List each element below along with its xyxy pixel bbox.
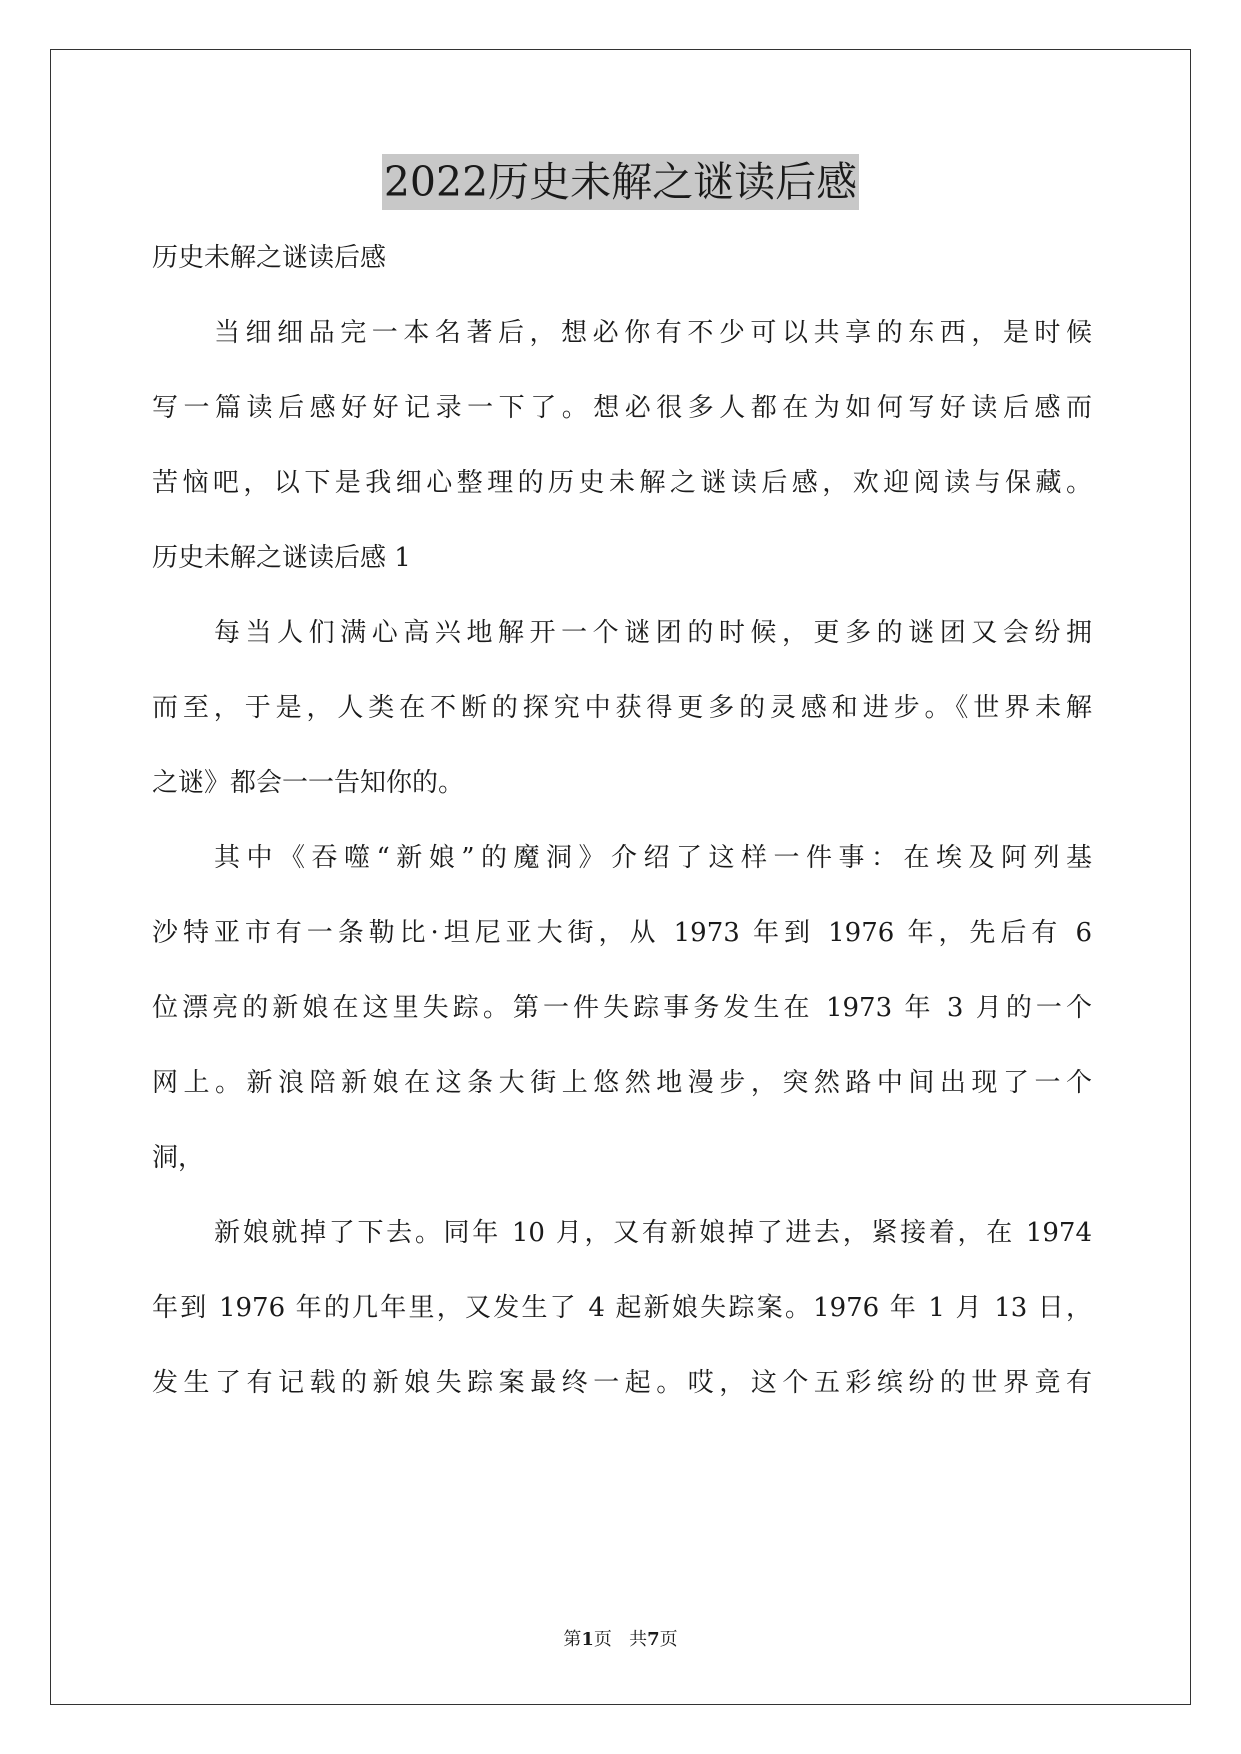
paragraph-line: 发生了有记载的新娘失踪案最终一起。哎，这个五彩缤纷的世界竟有 bbox=[152, 1368, 1092, 1398]
paragraph-line: 当细细品完一本名著后，想必你有不少可以共享的东西，是时候 bbox=[214, 318, 1092, 348]
paragraph-line: 苦恼吧，以下是我细心整理的历史未解之谜读后感，欢迎阅读与保藏。 bbox=[152, 468, 1092, 498]
paragraph-line: 写一篇读后感好好记录一下了。想必很多人都在为如何写好读后感而 bbox=[152, 393, 1092, 423]
paragraph-line: 之谜》都会一一告知你的。 bbox=[152, 768, 465, 798]
section-heading: 历史未解之谜读后感 1 bbox=[152, 543, 411, 573]
paragraph-line: 网上。新浪陪新娘在这条大街上悠然地漫步，突然路中间出现了一个 bbox=[152, 1068, 1092, 1098]
total-suffix: 页 bbox=[659, 1629, 678, 1650]
title-container bbox=[0, 154, 1241, 210]
paragraph-line: 每当人们满心高兴地解开一个谜团的时候，更多的谜团又会纷拥 bbox=[214, 618, 1092, 648]
page-current: 1 bbox=[581, 1629, 594, 1650]
paragraph-line: 而至，于是，人类在不断的探究中获得更多的灵感和进步。《世界未解 bbox=[152, 693, 1092, 723]
page-suffix: 页 bbox=[593, 1629, 612, 1650]
page-total: 7 bbox=[647, 1629, 660, 1650]
paragraph-line: 洞， bbox=[152, 1143, 205, 1173]
subtitle-line: 历史未解之谜读后感 bbox=[152, 243, 387, 273]
document-title: 2022历史未解之谜读后感 bbox=[382, 154, 859, 210]
paragraph-line: 位漂亮的新娘在这里失踪。第一件失踪事务发生在 1973 年 3 月的一个 bbox=[152, 993, 1092, 1023]
page-footer bbox=[0, 1628, 1241, 1652]
paragraph-line: 沙特亚市有一条勒比·坦尼亚大街，从 1973 年到 1976 年，先后有 6 bbox=[152, 918, 1092, 948]
page-prefix: 第 bbox=[563, 1629, 582, 1650]
paragraph-line: 年到 1976 年的几年里，又发生了 4 起新娘失踪案。1976 年 1 月 13 日， bbox=[152, 1293, 1092, 1323]
paragraph-line: 其中《吞噬“新娘”的魔洞》介绍了这样一件事：在埃及阿列基 bbox=[214, 843, 1092, 873]
paragraph-line: 新娘就掉了下去。同年 10 月，又有新娘掉了进去，紧接着，在 1974 bbox=[214, 1218, 1092, 1248]
total-prefix: 共 bbox=[629, 1629, 648, 1650]
